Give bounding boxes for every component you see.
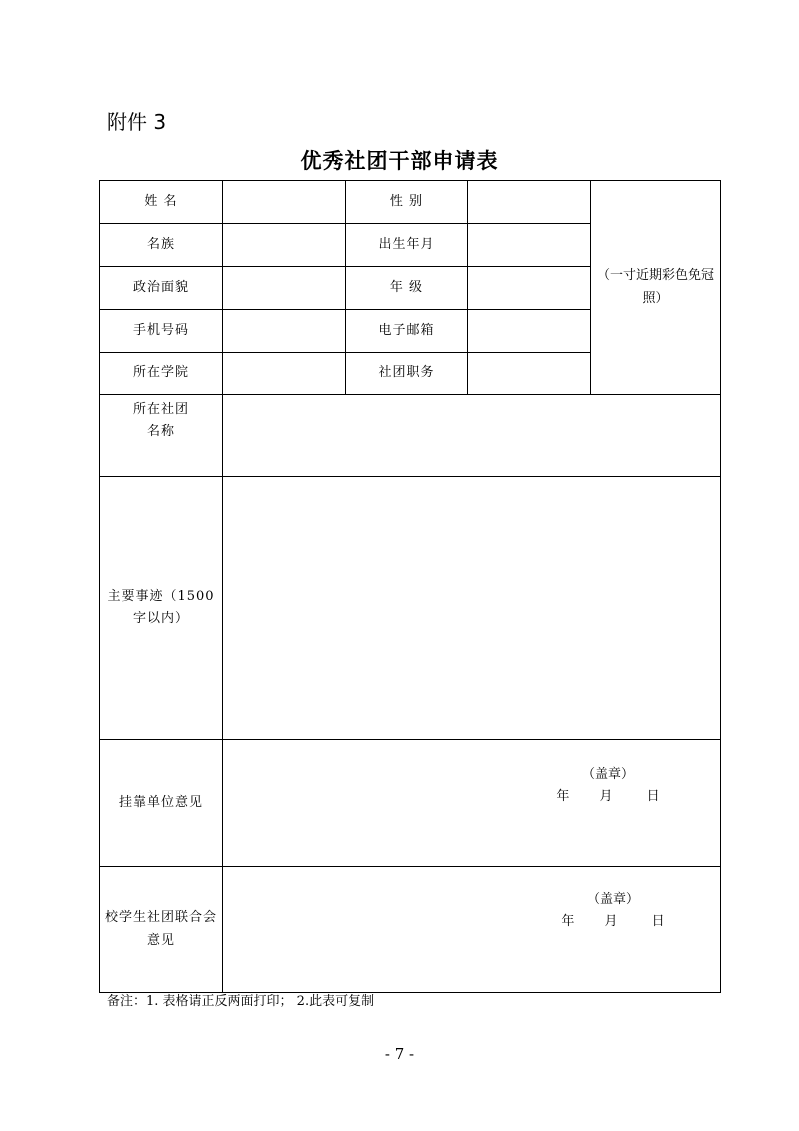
attachment-label: 附件 3 bbox=[107, 110, 167, 134]
club-name-label-text: 所在社团名称 bbox=[132, 402, 189, 440]
name-label: 姓 名 bbox=[100, 181, 223, 224]
document-title: 优秀社团干部申请表 bbox=[300, 149, 499, 173]
photo-note: （一寸近期彩色免冠照） bbox=[596, 268, 714, 306]
gender-value-cell[interactable] bbox=[468, 181, 591, 224]
federation-date-year: 年 bbox=[561, 914, 575, 930]
political-status-value-cell[interactable] bbox=[223, 267, 346, 310]
federation-seal-block bbox=[553, 889, 673, 933]
page-number: - 7 - bbox=[384, 1045, 415, 1063]
gender-label: 性 别 bbox=[346, 181, 468, 224]
footer-note: 备注：1. 表格请正反两面打印； 2.此表可复制 bbox=[107, 994, 375, 1009]
achievements-value-cell[interactable] bbox=[223, 477, 721, 740]
form-row-name bbox=[100, 181, 721, 224]
ethnicity-label: 名族 bbox=[100, 224, 223, 267]
email-label: 电子邮箱 bbox=[346, 310, 468, 353]
federation-opinion-label-text: 校学生社团联合会意见 bbox=[105, 910, 218, 948]
application-form-table bbox=[99, 180, 721, 993]
form-row-sponsor-opinion bbox=[100, 740, 721, 867]
sponsor-seal-text: （盖章） bbox=[581, 767, 634, 782]
form-row-federation-opinion bbox=[100, 867, 721, 993]
photo-cell[interactable] bbox=[591, 181, 721, 395]
phone-value-cell[interactable] bbox=[223, 310, 346, 353]
club-name-value-cell[interactable] bbox=[223, 395, 721, 477]
phone-label: 手机号码 bbox=[100, 310, 223, 353]
club-position-label: 社团职务 bbox=[346, 353, 468, 395]
college-label: 所在学院 bbox=[100, 353, 223, 395]
sponsor-opinion-cell[interactable] bbox=[223, 740, 721, 867]
federation-opinion-label bbox=[100, 867, 223, 993]
federation-opinion-cell[interactable] bbox=[223, 867, 721, 993]
ethnicity-value-cell[interactable] bbox=[223, 224, 346, 267]
federation-seal-text: （盖章） bbox=[586, 892, 639, 907]
birth-date-value-cell[interactable] bbox=[468, 224, 591, 267]
federation-date-month: 月 bbox=[604, 914, 618, 930]
sponsor-date-line bbox=[548, 786, 668, 808]
form-row-achievements bbox=[100, 477, 721, 740]
club-position-value-cell[interactable] bbox=[468, 353, 591, 395]
college-value-cell[interactable] bbox=[223, 353, 346, 395]
sponsor-date-day: 日 bbox=[646, 789, 660, 805]
achievements-label bbox=[100, 477, 223, 740]
federation-date-day: 日 bbox=[651, 914, 665, 930]
achievements-label-text: 主要事迹（1500 字以内） bbox=[107, 588, 215, 626]
federation-date-line bbox=[553, 911, 673, 933]
birth-date-label: 出生年月 bbox=[346, 224, 468, 267]
sponsor-opinion-label: 挂靠单位意见 bbox=[100, 740, 223, 867]
political-status-label: 政治面貌 bbox=[100, 267, 223, 310]
grade-value-cell[interactable] bbox=[468, 267, 591, 310]
name-value-cell[interactable] bbox=[223, 181, 346, 224]
form-row-club-name bbox=[100, 395, 721, 477]
sponsor-date-year: 年 bbox=[556, 789, 570, 805]
grade-label: 年 级 bbox=[346, 267, 468, 310]
sponsor-seal-block bbox=[548, 764, 668, 808]
email-value-cell[interactable] bbox=[468, 310, 591, 353]
club-name-label bbox=[100, 395, 223, 477]
sponsor-date-month: 月 bbox=[599, 789, 613, 805]
